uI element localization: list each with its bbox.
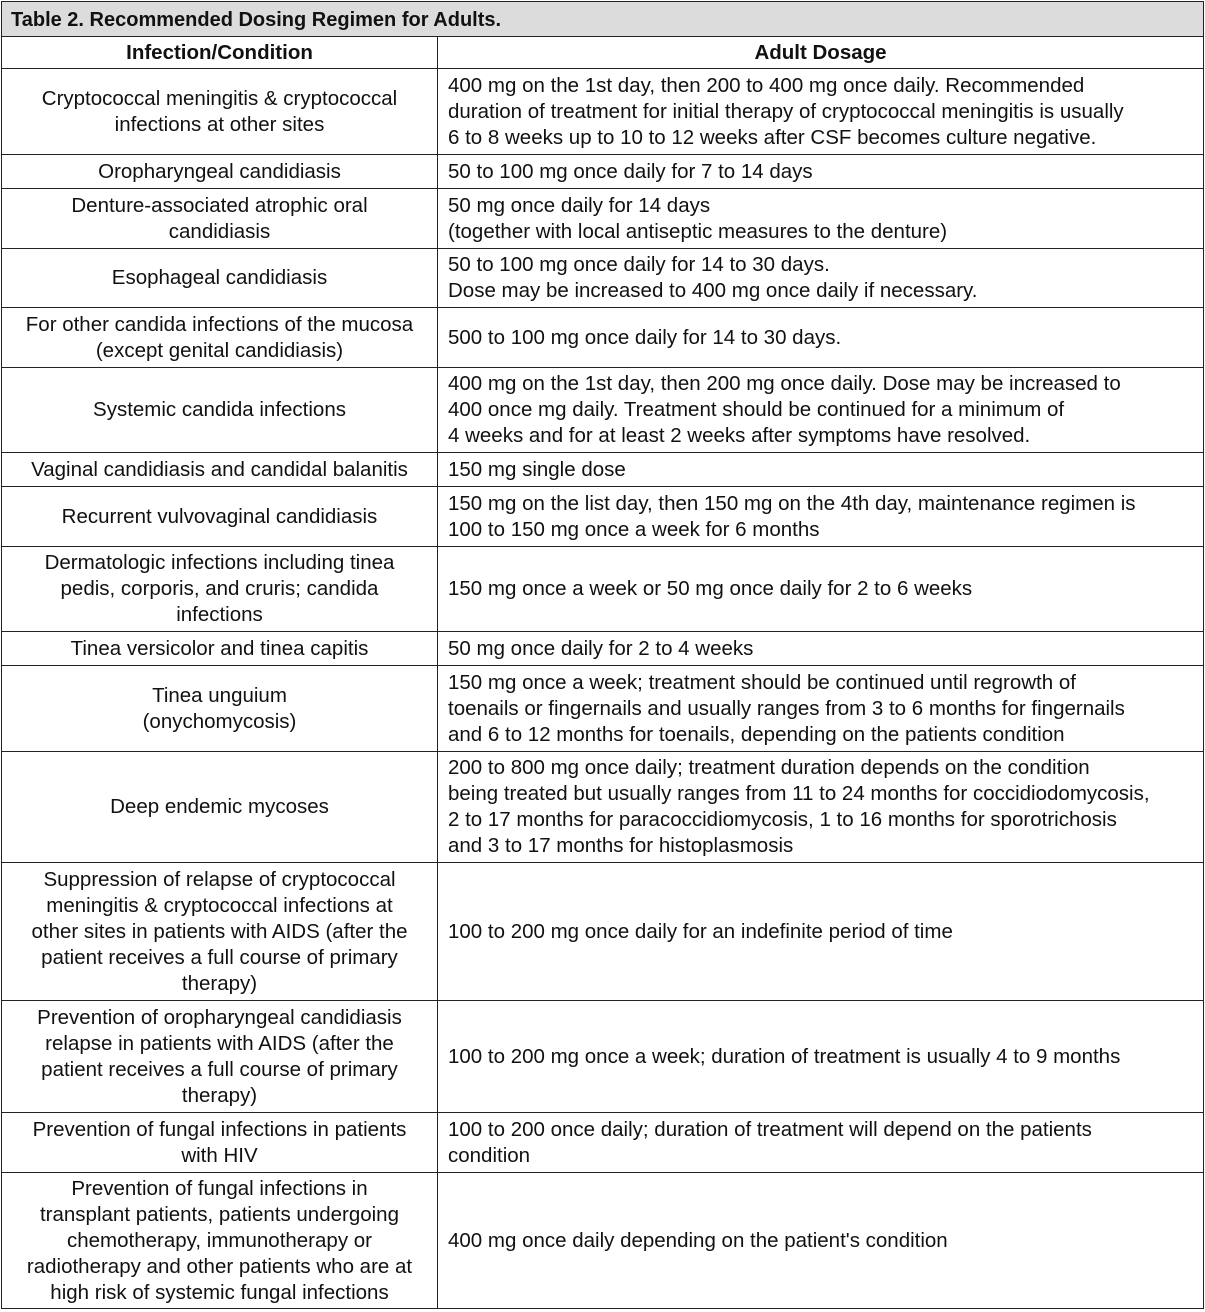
table-row	[2, 1113, 1204, 1173]
condition-cell: Denture-associated atrophic oral candidiasis	[2, 189, 438, 249]
dosage-cell: 200 to 800 mg once daily; treatment duration depends on the condition being treated but usually ranges from 11 to 24 months for coccidiodomycosis, 2 to 17 months for paracoccidiomycosis, 1 to 16 months for sporotrichosis and 3 to 17 months for histoplasmosis	[438, 752, 1204, 863]
dosage-cell: 150 mg once a week; treatment should be continued until regrowth of toenails or fingernails and usually ranges from 3 to 6 months for fingernails and 6 to 12 months for toenails, depending on the patients condition	[438, 666, 1204, 752]
condition-cell: Dermatologic infections including tinea pedis, corporis, and cruris; candida infections	[2, 547, 438, 632]
table-row	[2, 308, 1204, 368]
table-row	[2, 547, 1204, 632]
condition-cell: Cryptococcal meningitis & cryptococcal infections at other sites	[2, 69, 438, 155]
caption-row	[2, 2, 1204, 37]
dosage-cell: 100 to 200 once daily; duration of treatment will depend on the patients condition	[438, 1113, 1204, 1173]
condition-cell: For other candida infections of the mucosa (except genital candidiasis)	[2, 308, 438, 368]
table-row	[2, 1173, 1204, 1309]
dosing-table	[1, 1, 1204, 1309]
table-row	[2, 632, 1204, 666]
header-adult-dosage: Adult Dosage	[438, 37, 1204, 69]
table-row	[2, 752, 1204, 863]
table-row	[2, 189, 1204, 249]
table-row	[2, 155, 1204, 189]
dosage-cell: 100 to 200 mg once a week; duration of treatment is usually 4 to 9 months	[438, 1001, 1204, 1113]
table-row	[2, 453, 1204, 487]
dosage-cell: 50 mg once daily for 2 to 4 weeks	[438, 632, 1204, 666]
dosage-cell: 50 to 100 mg once daily for 7 to 14 days	[438, 155, 1204, 189]
condition-cell: Tinea versicolor and tinea capitis	[2, 632, 438, 666]
dosage-cell: 400 mg on the 1st day, then 200 mg once daily. Dose may be increased to 400 once mg daily. Treatment should be continued for a minimum of 4 weeks and for at least 2 weeks after symptoms have resolved.	[438, 368, 1204, 453]
condition-cell: Oropharyngeal candidiasis	[2, 155, 438, 189]
dosage-cell: 100 to 200 mg once daily for an indefinite period of time	[438, 863, 1204, 1001]
dosage-cell: 50 mg once daily for 14 days (together with local antiseptic measures to the denture)	[438, 189, 1204, 249]
table-row	[2, 69, 1204, 155]
condition-cell: Prevention of fungal infections in transplant patients, patients undergoing chemotherapy, immunotherapy or radiotherapy and other patients who are at high risk of systemic fungal infections	[2, 1173, 438, 1309]
table-row	[2, 1001, 1204, 1113]
dosage-cell: 150 mg single dose	[438, 453, 1204, 487]
condition-cell: Esophageal candidiasis	[2, 249, 438, 308]
header-infection-condition: Infection/Condition	[2, 37, 438, 69]
condition-cell: Systemic candida infections	[2, 368, 438, 453]
condition-cell: Prevention of fungal infections in patients with HIV	[2, 1113, 438, 1173]
dosage-cell: 400 mg once daily depending on the patient's condition	[438, 1173, 1204, 1309]
condition-cell: Recurrent vulvovaginal candidiasis	[2, 487, 438, 547]
table-caption: Table 2. Recommended Dosing Regimen for Adults.	[2, 2, 1204, 37]
dosage-cell: 500 to 100 mg once daily for 14 to 30 days.	[438, 308, 1204, 368]
dosage-cell: 150 mg on the list day, then 150 mg on the 4th day, maintenance regimen is 100 to 150 mg once a week for 6 months	[438, 487, 1204, 547]
condition-cell: Suppression of relapse of cryptococcal meningitis & cryptococcal infections at other sites in patients with AIDS (after the patient receives a full course of primary therapy)	[2, 863, 438, 1001]
dosage-cell: 150 mg once a week or 50 mg once daily for 2 to 6 weeks	[438, 547, 1204, 632]
table-row	[2, 666, 1204, 752]
table-row	[2, 249, 1204, 308]
header-row	[2, 37, 1204, 69]
condition-cell: Prevention of oropharyngeal candidiasis relapse in patients with AIDS (after the patient receives a full course of primary therapy)	[2, 1001, 438, 1113]
condition-cell: Deep endemic mycoses	[2, 752, 438, 863]
condition-cell: Tinea unguium (onychomycosis)	[2, 666, 438, 752]
table-row	[2, 368, 1204, 453]
dosage-cell: 50 to 100 mg once daily for 14 to 30 days. Dose may be increased to 400 mg once daily if necessary.	[438, 249, 1204, 308]
dosage-cell: 400 mg on the 1st day, then 200 to 400 mg once daily. Recommended duration of treatment for initial therapy of cryptococcal meningitis is usually 6 to 8 weeks up to 10 to 12 weeks after CSF becomes culture negative.	[438, 69, 1204, 155]
condition-cell: Vaginal candidiasis and candidal balanitis	[2, 453, 438, 487]
table-row	[2, 863, 1204, 1001]
table-row	[2, 487, 1204, 547]
